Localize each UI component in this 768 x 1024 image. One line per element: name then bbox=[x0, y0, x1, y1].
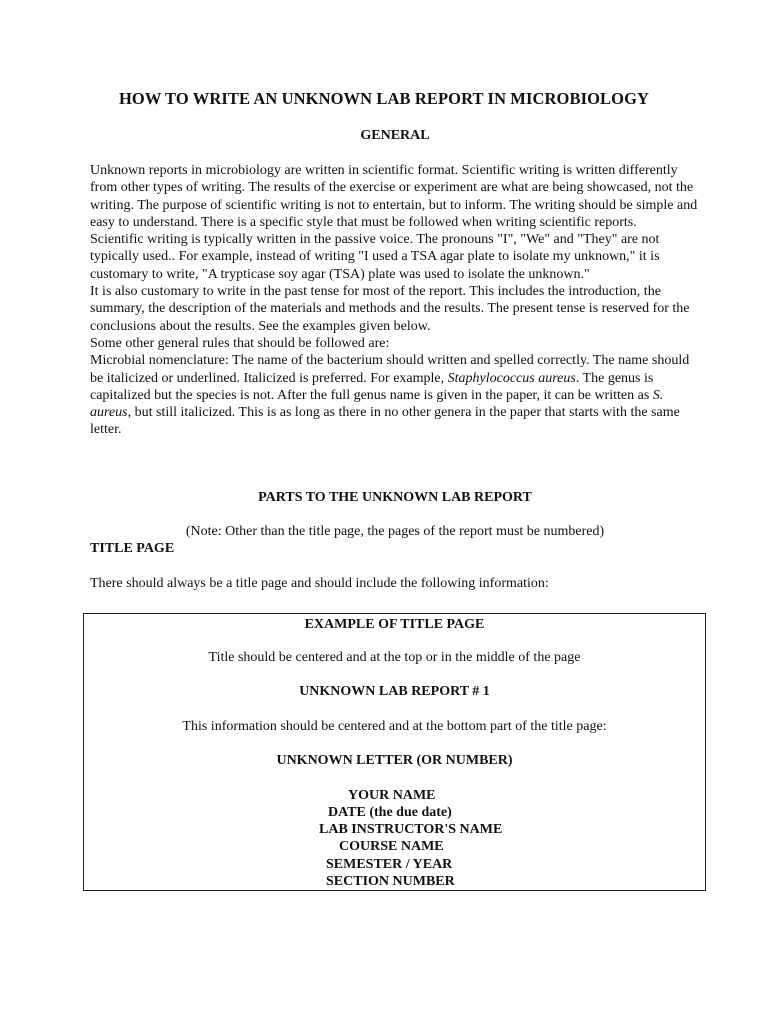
example-box-report-title: UNKNOWN LAB REPORT # 1 bbox=[299, 684, 490, 699]
general-heading: GENERAL bbox=[360, 128, 430, 143]
species-example-full: Staphylococcus aureus bbox=[447, 370, 576, 386]
example-box-bottom-note: This information should be centered and at the bottom part of the title page: bbox=[182, 719, 607, 734]
paragraph-past-tense: It is also customary to write in the past tense for most of the report. This includes the introduction, the summary, the description of the materials and methods and the results. The present tense is reserved for the conclusions about the results. See the examples given below. bbox=[90, 284, 690, 334]
paragraph-passive-voice: Scientific writing is typically written in the passive voice. The pronouns "I", "We" and "They" are not typically used.. For example, instead of writing "I used a TSA agar plate to isolate my unknown," it is customary to write, "A trypticase soy agar (TSA) plate was used to isolate the unknown." bbox=[90, 232, 660, 282]
paragraph-general-rules: Some other general rules that should be followed are: bbox=[90, 335, 390, 351]
example-box-your-name: YOUR NAME bbox=[348, 788, 436, 803]
paragraph-nomenclature bbox=[90, 352, 700, 438]
example-box-course: COURSE NAME bbox=[339, 839, 444, 854]
page-numbering-note: (Note: Other than the title page, the pages of the report must be numbered) bbox=[185, 524, 605, 539]
document-title: HOW TO WRITE AN UNKNOWN LAB REPORT IN MICROBIOLOGY bbox=[118, 89, 650, 108]
general-section-body bbox=[90, 162, 700, 439]
example-title-page-box bbox=[83, 613, 706, 891]
example-box-instructor: LAB INSTRUCTOR'S NAME bbox=[319, 822, 503, 837]
example-box-section: SECTION NUMBER bbox=[326, 874, 455, 889]
title-page-label: TITLE PAGE bbox=[90, 541, 175, 556]
title-page-intro: There should always be a title page and should include the following information: bbox=[90, 576, 549, 591]
nomenclature-text-b: . The genus is capitalized but the species is not. After the full genus name is given in the paper, it can be written as bbox=[90, 370, 654, 403]
nomenclature-text-a: Microbial nomenclature: The name of the bacterium should written and spelled correctly. The name should be italicized or underlined. Italicized is preferred. For example, bbox=[90, 353, 690, 386]
example-box-date: DATE (the due date) bbox=[328, 805, 452, 820]
species-example-abbrev: S. aureus bbox=[90, 387, 664, 421]
parts-heading: PARTS TO THE UNKNOWN LAB REPORT bbox=[258, 490, 532, 505]
nomenclature-text-c: , but still italicized. This is as long as there in no other genera in the paper that starts with the same letter. bbox=[90, 405, 680, 438]
example-box-semester: SEMESTER / YEAR bbox=[326, 857, 453, 872]
example-box-heading: EXAMPLE OF TITLE PAGE bbox=[304, 617, 485, 632]
paragraph-scientific-format: Unknown reports in microbiology are written in scientific format. Scientific writing is written differently from other types of writing. The results of the exercise or experiment are what are being showcased, not the writing. The purpose of scientific writing is not to entertain, but to inform. The writing should be simple and easy to understand. There is a specific style that must be followed when writing scientific reports. bbox=[90, 163, 698, 230]
example-box-centered-note: Title should be centered and at the top or in the middle of the page bbox=[208, 650, 581, 665]
example-box-unknown-letter: UNKNOWN LETTER (OR NUMBER) bbox=[276, 753, 513, 768]
